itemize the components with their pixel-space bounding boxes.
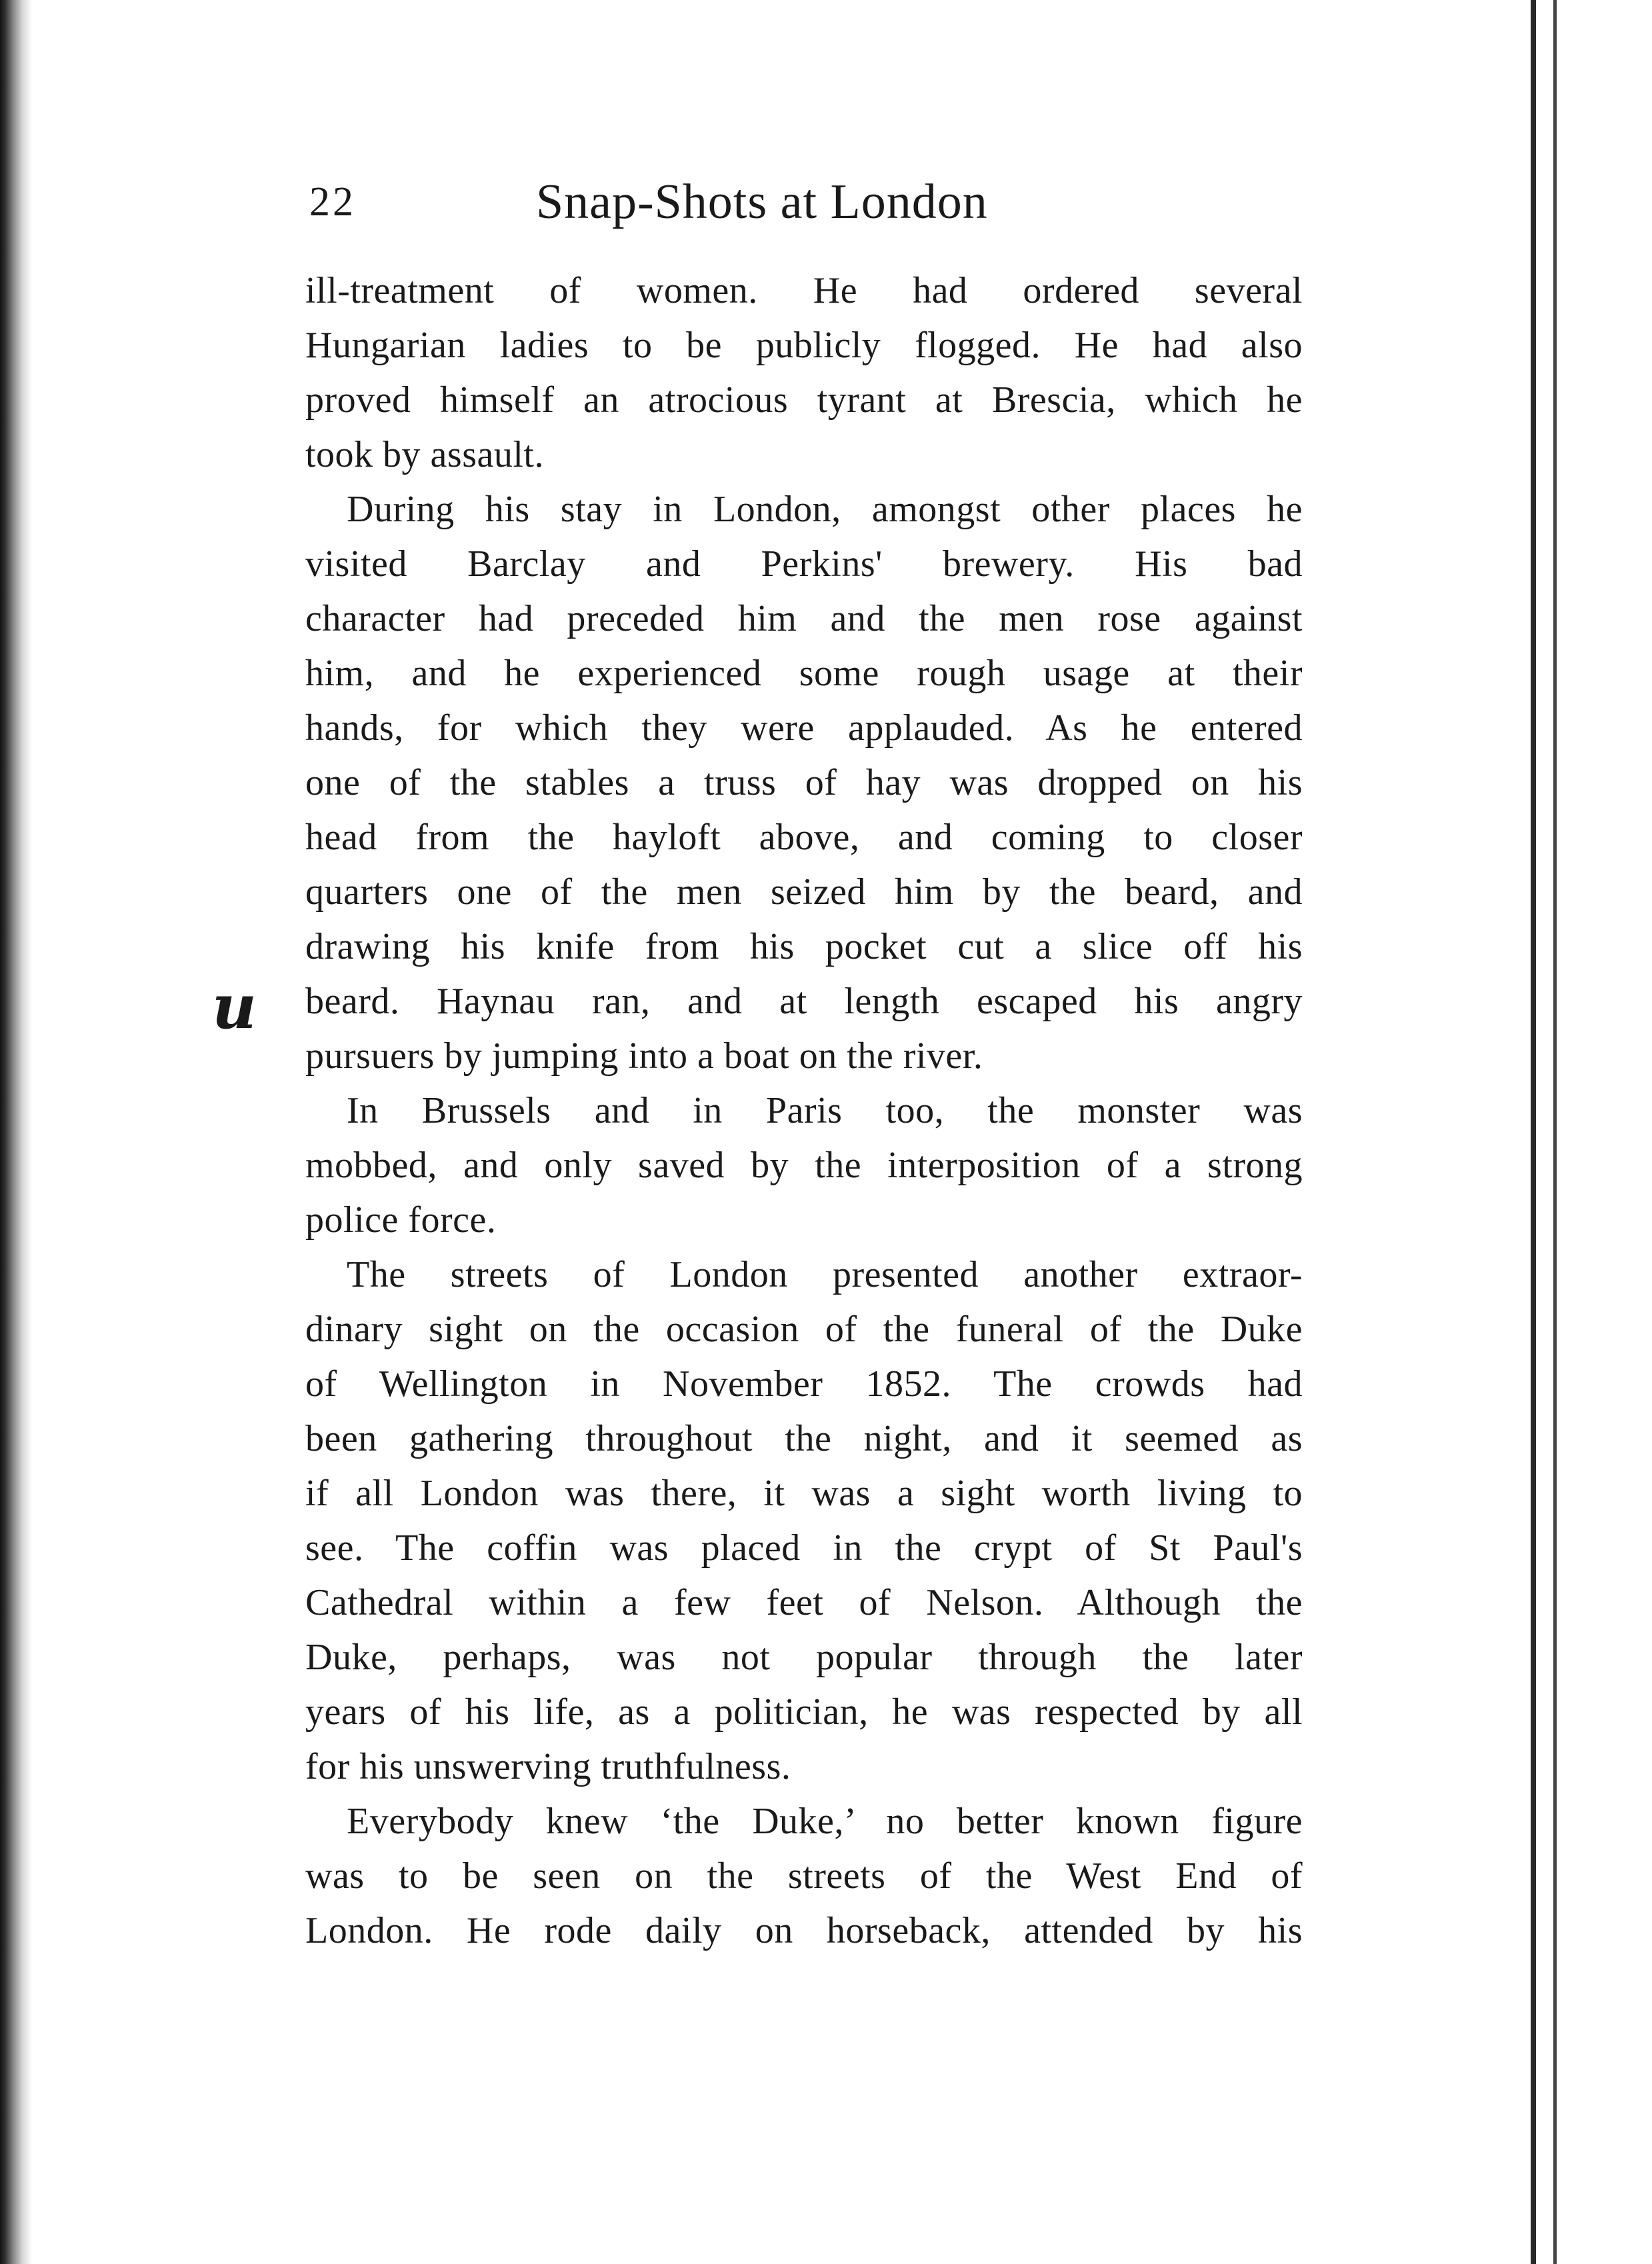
text-line: police force. [305,1199,497,1241]
text-line: drawing his knife from his pocket cut a slice off his [305,926,1303,967]
page-number: 22 [309,179,356,225]
text-line: been gathering throughout the night, and it seemed as [305,1418,1303,1459]
text-line: him, and he experienced some rough usage at their [305,653,1303,694]
paragraph [305,263,1303,482]
page-edge-line [1531,0,1536,2264]
text-line: pursuers by jumping into a boat on the river. [305,1035,983,1077]
paragraph [305,1083,1303,1247]
running-title: Snap-Shots at London [536,175,988,229]
text-line: one of the stables a truss of hay was dropped on his [305,762,1303,803]
text-line: head from the hayloft above, and coming to closer [305,817,1303,858]
text-line: quarters one of the men seized him by the beard, and [305,871,1303,913]
text-line: Hungarian ladies to be publicly flogged. He had also [305,325,1303,366]
text-line: of Wellington in November 1852. The crowds had [305,1363,1303,1405]
text-line: beard. Haynau ran, and at length escaped his angry [305,981,1303,1022]
text-line: The streets of London presented another extraor- [347,1254,1303,1295]
text-line: London. He rode daily on horseback, attended by his [305,1910,1303,1951]
text-line: Cathedral within a few feet of Nelson. Although the [305,1582,1303,1623]
paragraph [305,482,1303,1083]
text-line: took by assault. [305,434,544,475]
text-line: ill-treatment of women. He had ordered several [305,270,1303,311]
text-line: for his unswerving truthfulness. [305,1746,791,1787]
text-line: Duke, perhaps, was not popular through the later [305,1637,1303,1678]
text-line: In Brussels and in Paris too, the monster was [347,1090,1303,1131]
paragraph [305,1794,1303,1958]
book-gutter-shadow [0,0,32,2264]
text-line: years of his life, as a politician, he was respected by all [305,1691,1303,1733]
paragraph [305,1247,1303,1794]
text-line: mobbed, and only saved by the interposition of a strong [305,1145,1303,1186]
page-edge-line-outer [1553,0,1557,2264]
text-line: During his stay in London, amongst other places he [347,489,1303,530]
text-line: Everybody knew ‘the Duke,’ no better known figure [347,1801,1303,1842]
text-line: proved himself an atrocious tyrant at Brescia, which he [305,379,1303,421]
text-line: character had preceded him and the men rose against [305,598,1303,639]
running-head [309,165,1316,239]
text-line: see. The coffin was placed in the crypt of St Paul's [305,1527,1303,1569]
text-line: if all London was there, it was a sight worth living to [305,1473,1303,1514]
text-line: was to be seen on the streets of the West End of [305,1855,1303,1897]
body-text [305,263,1303,1958]
text-line: visited Barclay and Perkins' brewery. His bad [305,543,1303,585]
handwritten-margin-mark: u [212,971,257,1043]
text-line: dinary sight on the occasion of the funeral of the Duke [305,1309,1303,1350]
text-line: hands, for which they were applauded. As he entered [305,707,1303,749]
